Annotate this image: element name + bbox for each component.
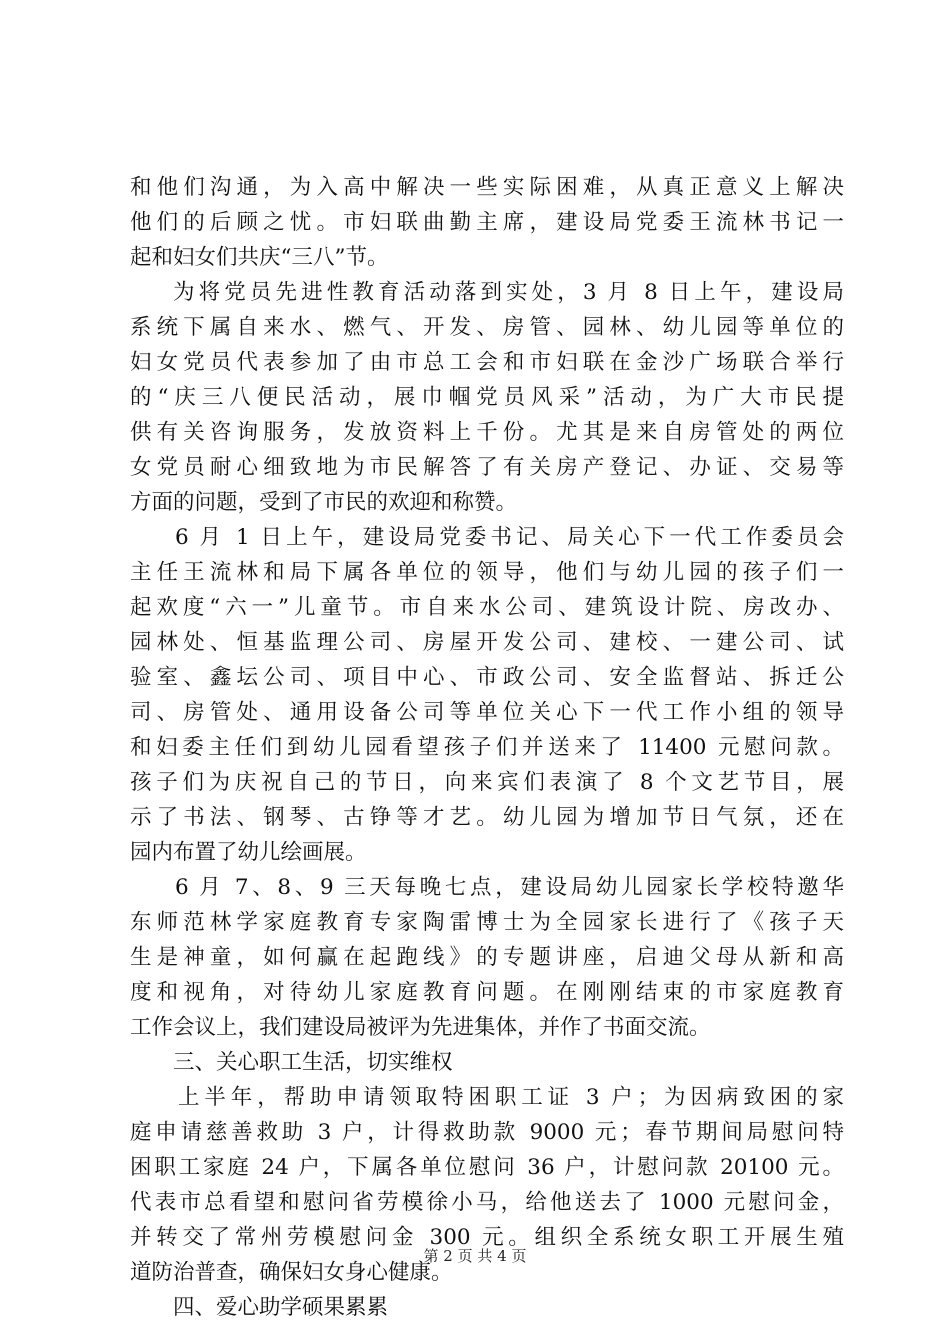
paragraph-start-line: 6 月 7、8、9 三天每晚七点，建设局幼儿园家长学校特邀华 <box>175 875 844 900</box>
paragraph-start-line: 6 月 1 日上午，建设局党委书记、局关心下一代工作委员会 <box>175 525 844 550</box>
text-line: 孩子们为庆祝自己的节日，向来宾们表演了 8 个文艺节目，展 <box>130 770 844 795</box>
text-line: 和妇委主任们到幼儿园看望孩子们并送来了 11400 元慰问款。 <box>130 735 844 760</box>
paragraph-start-line: 上半年，帮助申请领取特困职工证 3 户；为因病致困的家 <box>178 1085 844 1110</box>
text-line: 和他们沟通，为入高中解决一些实际困难，从真正意义上解决 <box>130 175 844 200</box>
text-line: 工作会议上，我们建设局被评为先进集体，并作了书面交流。 <box>130 1015 711 1040</box>
text-line: 验室、鑫坛公司、项目中心、市政公司、安全监督站、拆迁公 <box>130 665 844 690</box>
text-line: 生是神童，如何赢在起跑线》的专题讲座，启迪父母从新和高 <box>130 945 844 970</box>
text-line: 示了书法、钢琴、古铮等才艺。幼儿园为增加节日气氛，还在 <box>130 805 844 830</box>
paragraph-start-line: 为将党员先进性教育活动落到实处，3 月 8 日上午，建设局 <box>173 280 844 305</box>
page-number-footer: 第 2 页 共 4 页 <box>423 1247 527 1265</box>
text-line: 妇女党员代表参加了由市总工会和市妇联在金沙广场联合举行 <box>130 350 844 375</box>
section-heading: 四、爱心助学硕果累累 <box>173 1295 389 1320</box>
text-line: 方面的问题，受到了市民的欢迎和称赞。 <box>130 490 518 515</box>
text-line: 起和妇女们共庆“三八”节。 <box>130 245 389 270</box>
text-line: 女党员耐心细致地为市民解答了有关房产登记、办证、交易等 <box>130 455 844 480</box>
text-line: 并转交了常州劳模慰问金 300 元。组织全系统女职工开展生殖 <box>130 1225 844 1250</box>
text-line: 的“庆三八便民活动，展巾帼党员风采”活动，为广大市民提 <box>130 385 844 410</box>
text-line: 起欢度“六一”儿童节。市自来水公司、建筑设计院、房改办、 <box>130 595 844 620</box>
text-line: 庭申请慈善救助 3 户，计得救助款 9000 元；春节期间局慰问特 <box>130 1120 844 1145</box>
text-line: 代表市总看望和慰问省劳模徐小马，给他送去了 1000 元慰问金， <box>130 1190 844 1215</box>
text-line: 他们的后顾之忧。市妇联曲勤主席，建设局党委王流林书记一 <box>130 210 844 235</box>
section-heading: 三、关心职工生活，切实维权 <box>173 1050 453 1075</box>
document-body <box>130 170 844 1325</box>
text-line: 系统下属自来水、燃气、开发、房管、园林、幼儿园等单位的 <box>130 315 844 340</box>
text-line: 供有关咨询服务，发放资料上千份。尤其是来自房管处的两位 <box>130 420 844 445</box>
text-line: 主任王流林和局下属各单位的领导，他们与幼儿园的孩子们一 <box>130 560 844 585</box>
text-line: 困职工家庭 24 户，下属各单位慰问 36 户，计慰问款 20100 元。 <box>130 1155 844 1180</box>
text-line: 东师范林学家庭教育专家陶雷博士为全园家长进行了《孩子天 <box>130 910 844 935</box>
text-line: 度和视角，对待幼儿家庭教育问题。在刚刚结束的市家庭教育 <box>130 980 844 1005</box>
text-line: 司、房管处、通用设备公司等单位关心下一代工作小组的领导 <box>130 700 844 725</box>
text-line: 道防治普查，确保妇女身心健康。 <box>130 1260 453 1285</box>
text-line: 园林处、恒基监理公司、房屋开发公司、建校、一建公司、试 <box>130 630 844 655</box>
text-line: 园内布置了幼儿绘画展。 <box>130 840 367 865</box>
